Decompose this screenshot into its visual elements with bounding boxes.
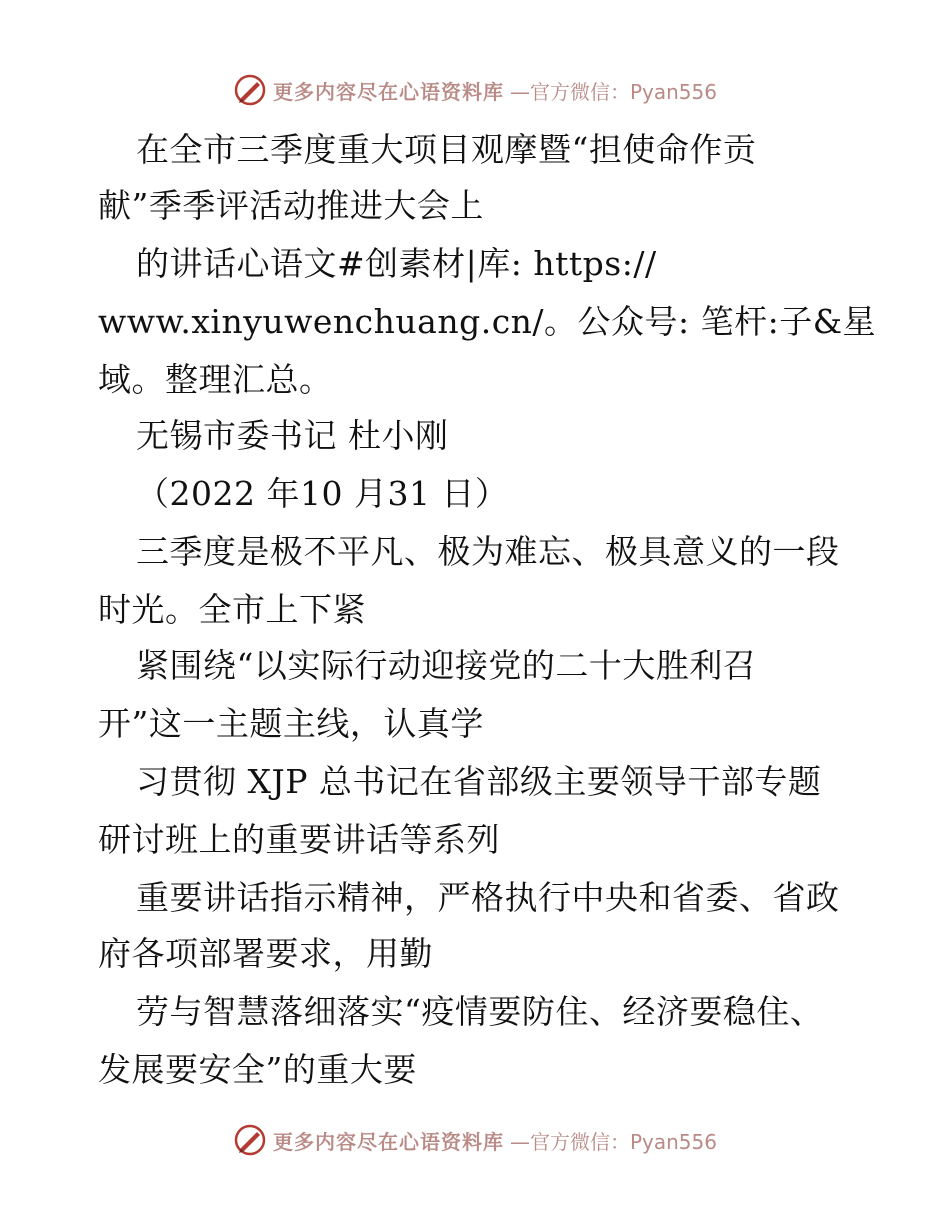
pen-logo-icon xyxy=(233,1123,267,1157)
body-line: 在全市三季度重大项目观摩暨“担使命作贡 xyxy=(136,130,757,169)
body-line: 紧围绕“以实际行动迎接党的二十大胜利召 xyxy=(136,646,757,685)
header-banner xyxy=(0,70,950,110)
body-line: 习贯彻 XJP 总书记在省部级主要领导干部专题 xyxy=(136,762,822,801)
body-line: 域。整理汇总。 xyxy=(98,360,333,399)
footer-banner xyxy=(0,1120,950,1160)
body-line: 开”这一主题主线，认真学 xyxy=(98,704,484,743)
body-line: 三季度是极不平凡、极为难忘、极具意义的一段 xyxy=(136,532,840,571)
footer-contact: —官方微信：Pyan556 xyxy=(509,1129,717,1154)
body-line: 发展要安全”的重大要 xyxy=(98,1050,417,1089)
body-line: 研讨班上的重要讲话等系列 xyxy=(98,820,500,859)
footer-slogan: 更多内容尽在心语资料库 xyxy=(272,1129,504,1154)
body-line: 无锡市委书记 杜小刚 xyxy=(136,416,449,455)
header-slogan: 更多内容尽在心语资料库 xyxy=(272,79,504,104)
body-line: 的讲话心语文#创素材|库: https:// xyxy=(136,244,657,283)
body-line: （2022 年10 月31 日） xyxy=(136,474,509,513)
body-line: 献”季季评活动推进大会上 xyxy=(98,186,484,225)
body-line: www.xinyuwenchuang.cn/。公众号: 笔杆:子&星 xyxy=(98,302,877,341)
pen-logo-icon xyxy=(233,73,267,107)
header-contact: —官方微信：Pyan556 xyxy=(509,79,717,104)
body-line: 府各项部署要求，用勤 xyxy=(98,934,433,973)
body-line: 劳与智慧落细落实“疫情要防住、经济要稳住、 xyxy=(136,992,824,1031)
body-line: 时光。全市上下紧 xyxy=(98,590,366,629)
body-line: 重要讲话指示精神，严格执行中央和省委、省政 xyxy=(136,878,840,917)
